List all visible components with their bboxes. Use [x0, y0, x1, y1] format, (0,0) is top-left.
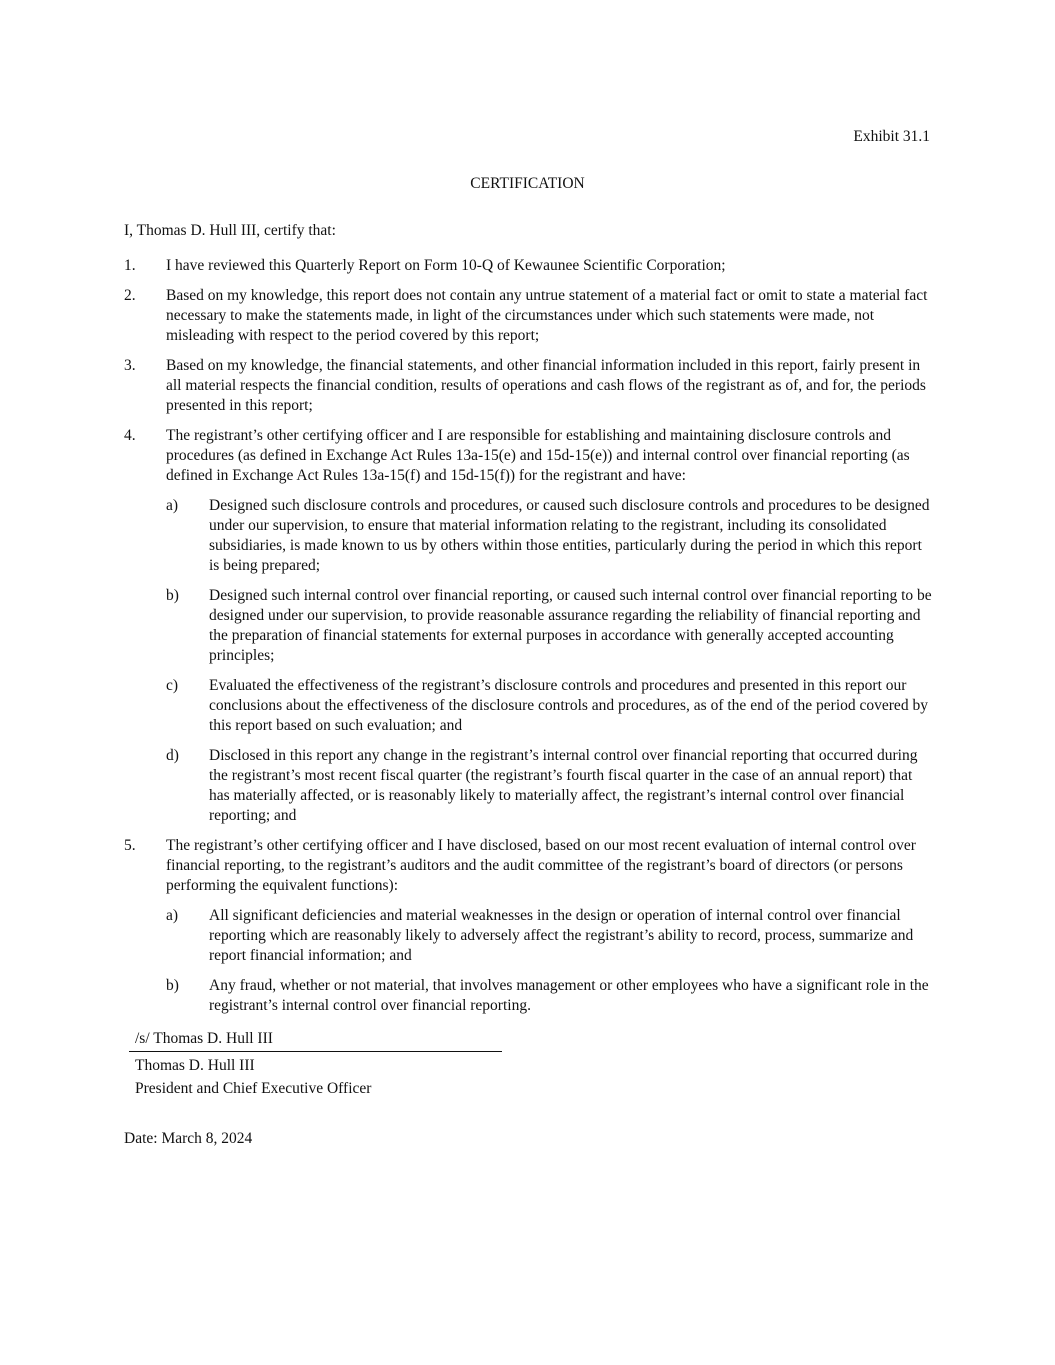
certification-item-2: [124, 286, 934, 346]
item-number: 2.: [124, 287, 136, 304]
item-number: 5.: [124, 837, 136, 854]
signer-name: Thomas D. Hull III: [135, 1057, 255, 1074]
certification-item-1: [124, 256, 934, 276]
certification-list: [124, 256, 934, 1026]
item-text: Based on my knowledge, this report does not contain any untrue statement of a material fact or omit to state a material fact necessary to make the statements made, in light of the circumstances under which such statements were made, not misleading with respect to the period covered by this report;: [166, 287, 928, 344]
sub-item-list: [166, 906, 934, 1016]
sub-item-5b: [166, 976, 934, 1016]
intro-statement: I, Thomas D. Hull III, certify that:: [124, 222, 336, 239]
sub-item-4a: [166, 496, 934, 576]
item-text: The registrant’s other certifying officer and I have disclosed, based on our most recent evaluation of internal control over financial reporting, to the registrant’s auditors and the audit committee of the registrant’s board of directors (or persons performing the equivalent functions):: [166, 837, 916, 894]
sub-item-text: Any fraud, whether or not material, that involves management or other employees who have a significant role in the registrant’s internal control over financial reporting.: [209, 977, 929, 1014]
sub-item-text: Designed such disclosure controls and procedures, or caused such disclosure controls and procedures to be designed under our supervision, to ensure that material information relating to the registrant, including its consolidated subsidiaries, is made known to us by others within those entities, particularly during the period in which this report is being prepared;: [209, 497, 930, 574]
signature-date: Date: March 8, 2024: [124, 1130, 253, 1147]
signer-title: President and Chief Executive Officer: [135, 1080, 372, 1097]
sub-item-letter: a): [166, 497, 179, 514]
sub-item-letter: a): [166, 907, 179, 924]
item-text: The registrant’s other certifying officer and I are responsible for establishing and maintaining disclosure controls and procedures (as defined in Exchange Act Rules 13a-15(e) and 15d-15(e)) and internal control over financial reporting (as defined in Exchange Act Rules 13a-15(f) and 15d-15(f)) for the registrant and have:: [166, 427, 910, 484]
item-number: 4.: [124, 427, 136, 444]
certification-item-5: [124, 836, 934, 1016]
sub-item-text: Evaluated the effectiveness of the registrant’s disclosure controls and procedures and presented in this report our conclusions about the effectiveness of the disclosure controls and procedures, as of the end of the period covered by this report based on such evaluation; and: [209, 677, 928, 734]
sub-item-text: All significant deficiencies and material weaknesses in the design or operation of internal control over financial reporting which are reasonably likely to adversely affect the registrant’s ability to record, process, summarize and report financial information; and: [209, 907, 914, 964]
sub-item-letter: d): [166, 747, 179, 764]
sub-item-4d: [166, 746, 934, 826]
page-title: CERTIFICATION: [470, 175, 585, 192]
sub-item-list: [166, 496, 934, 826]
item-text: I have reviewed this Quarterly Report on Form 10-Q of Kewaunee Scientific Corporation;: [166, 257, 726, 274]
sub-item-4b: [166, 586, 934, 666]
exhibit-label: Exhibit 31.1: [853, 128, 930, 145]
sub-item-4c: [166, 676, 934, 736]
sub-item-text: Designed such internal control over financial reporting, or caused such internal control over financial reporting to be designed under our supervision, to provide reasonable assurance regarding the reliability of financial reporting and the preparation of financial statements for external purposes in accordance with generally accepted accounting principles;: [209, 587, 932, 664]
sub-item-5a: [166, 906, 934, 966]
sub-item-text: Disclosed in this report any change in the registrant’s internal control over financial reporting that occurred during the registrant’s most recent fiscal quarter (the registrant’s fourth fiscal quarter in the case of an annual report) that has materially affected, or is reasonably likely to materially affect, the registrant’s internal control over financial reporting; and: [209, 747, 918, 824]
signature-line: /s/ Thomas D. Hull III: [129, 1029, 502, 1052]
item-text: Based on my knowledge, the financial statements, and other financial information included in this report, fairly present in all material respects the financial condition, results of operations and cash flows of the registrant as of, and for, the periods presented in this report;: [166, 357, 926, 414]
item-number: 3.: [124, 357, 136, 374]
sub-item-letter: c): [166, 677, 179, 694]
sub-item-letter: b): [166, 977, 179, 994]
signature-block: [129, 1029, 502, 1099]
certification-item-4: [124, 426, 934, 826]
certification-item-3: [124, 356, 934, 416]
item-number: 1.: [124, 257, 136, 274]
sub-item-letter: b): [166, 587, 179, 604]
